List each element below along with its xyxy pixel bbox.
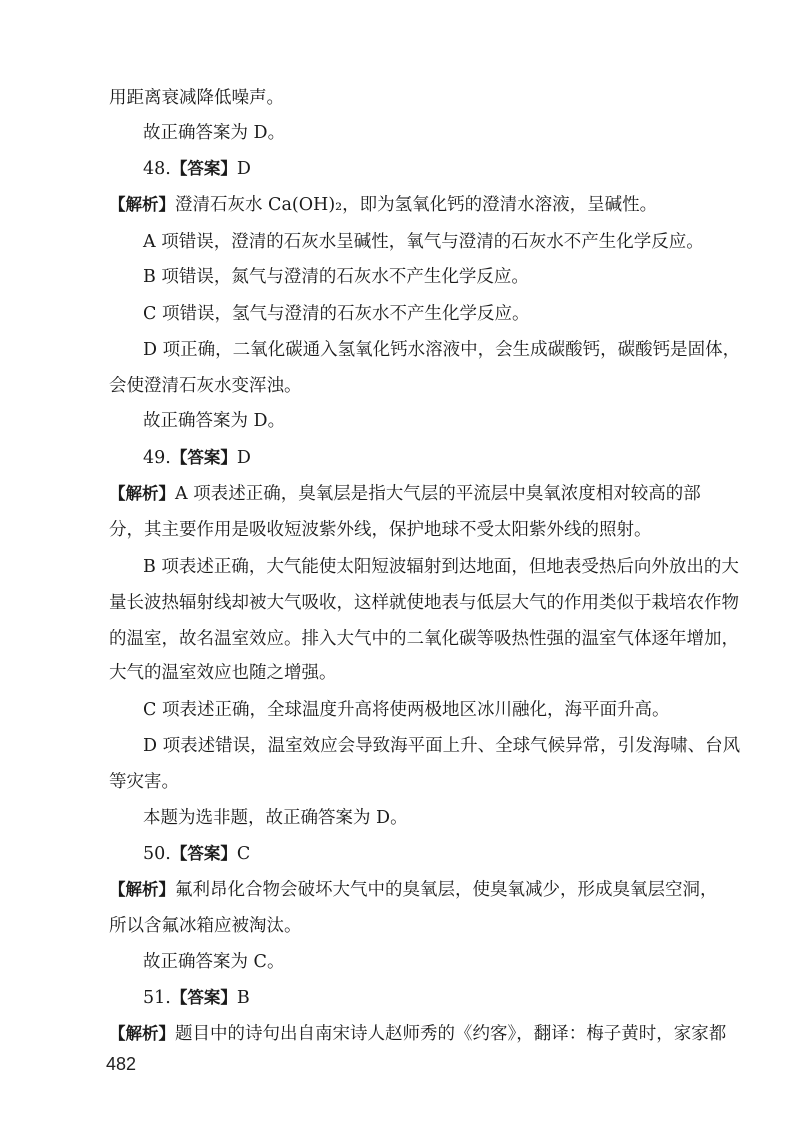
text-line: D 项表述错误，温室效应会导致海平面上升、全球气候异常，引发海啸、台风 bbox=[143, 736, 741, 756]
text-line: C 项错误，氢气与澄清的石灰水不产生化学反应。 bbox=[143, 304, 530, 324]
text-line: 用距离衰减降低噪声。 bbox=[109, 88, 284, 108]
answer-heading: 48.【答案】D bbox=[143, 159, 251, 179]
text-line: 的温室，故名温室效应。排入大气中的二氧化碳等吸热性强的温室气体逐年增加， bbox=[109, 629, 739, 649]
answer-heading: 51.【答案】B bbox=[143, 988, 250, 1008]
text-line: 本题为选非题，故正确答案为 D。 bbox=[143, 808, 408, 828]
text-line: 所以含氟冰箱应被淘汰。 bbox=[109, 916, 302, 936]
text-line: D 项正确，二氧化碳通入氢氧化钙水溶液中，会生成碳酸钙，碳酸钙是固体， bbox=[143, 340, 741, 360]
text-line: 分，其主要作用是吸收短波紫外线，保护地球不受太阳紫外线的照射。 bbox=[109, 520, 652, 540]
text-line: 故正确答案为 D。 bbox=[143, 411, 286, 431]
answer-heading: 50.【答案】C bbox=[143, 844, 251, 864]
page-number: 482 bbox=[106, 1054, 137, 1074]
text-line: C 项表述正确，全球温度升高将使两极地区冰川融化，海平面升高。 bbox=[143, 700, 670, 720]
analysis-line: 【解析】澄清石灰水 Ca(OH)₂，即为氢氧化钙的澄清水溶液，呈碱性。 bbox=[109, 195, 658, 215]
text-line: 大气的温室效应也随之增强。 bbox=[109, 663, 337, 683]
text-line: 故正确答案为 D。 bbox=[143, 123, 286, 143]
analysis-line: 【解析】氟利昂化合物会破坏大气中的臭氧层，使臭氧减少，形成臭氧层空洞， bbox=[109, 880, 718, 900]
text-line: B 项表述正确，大气能使太阳短波辐射到达地面，但地表受热后向外放出的大 bbox=[143, 557, 739, 577]
text-line: 量长波热辐射线却被大气吸收，这样就使地表与低层大气的作用类似于栽培农作物 bbox=[109, 593, 739, 613]
answer-heading: 49.【答案】D bbox=[143, 448, 251, 468]
text-line: 会使澄清石灰水变浑浊。 bbox=[109, 376, 302, 396]
text-line: 等灾害。 bbox=[109, 772, 179, 792]
text-line: B 项错误，氮气与澄清的石灰水不产生化学反应。 bbox=[143, 267, 529, 287]
analysis-line: 【解析】题目中的诗句出自南宋诗人赵师秀的《约客》，翻译：梅子黄时，家家都 bbox=[109, 1024, 727, 1044]
text-line: 故正确答案为 C。 bbox=[143, 952, 285, 972]
analysis-line: 【解析】A 项表述正确，臭氧层是指大气层的平流层中臭氧浓度相对较高的部 bbox=[109, 484, 701, 504]
text-line: A 项错误，澄清的石灰水呈碱性，氧气与澄清的石灰水不产生化学反应。 bbox=[143, 232, 704, 252]
